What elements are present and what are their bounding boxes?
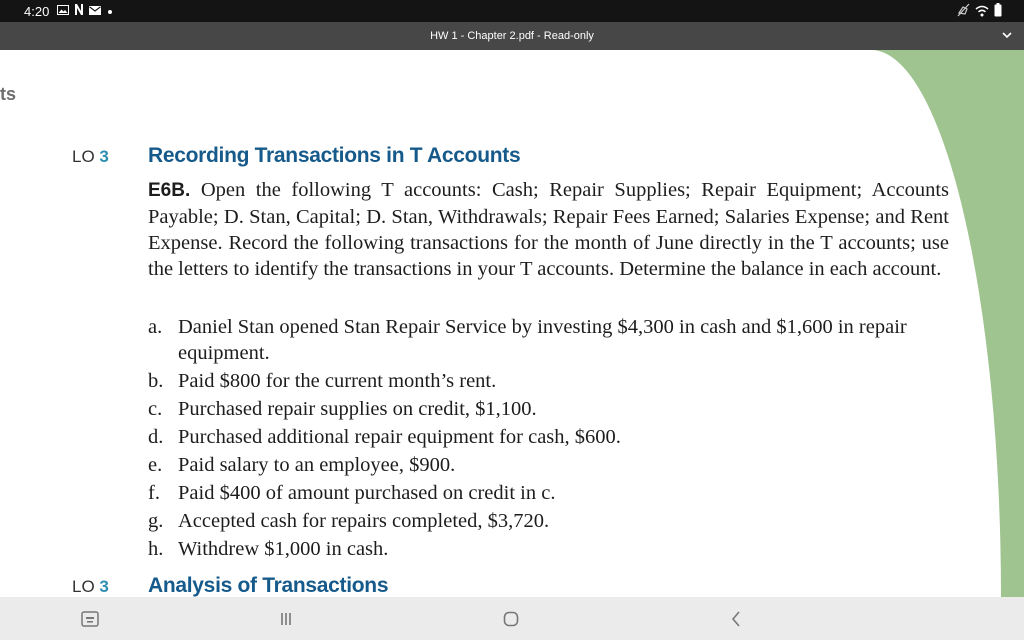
item-letter: a.	[148, 316, 163, 338]
dot-icon	[107, 2, 113, 20]
netflix-icon	[75, 2, 83, 20]
document-title-bar	[0, 22, 1024, 50]
section-title: Analysis of Transactions	[148, 574, 389, 597]
mail-icon	[89, 2, 101, 20]
item-text: Withdrew $1,000 in cash.	[178, 538, 389, 560]
list-item	[148, 368, 948, 394]
wifi-icon	[975, 4, 989, 22]
navigation-bar	[0, 597, 1024, 640]
learning-objective-tag	[72, 147, 109, 167]
list-item	[148, 424, 948, 450]
problem-statement	[148, 177, 949, 282]
list-item	[148, 508, 948, 534]
item-text: Paid $800 for the current month’s rent.	[178, 370, 497, 392]
list-item	[148, 480, 948, 506]
pdf-page[interactable]	[0, 50, 1001, 597]
item-text: Purchased repair supplies on credit, $1,100.	[178, 398, 537, 420]
item-letter: e.	[148, 454, 163, 476]
item-text: Paid salary to an employee, $900.	[178, 454, 456, 476]
item-text: Accepted cash for repairs completed, $3,720.	[178, 510, 550, 532]
item-letter: f.	[148, 482, 160, 504]
status-bar	[0, 0, 1024, 22]
list-item	[148, 452, 948, 478]
item-text: Paid $400 of amount purchased on credit in c.	[178, 482, 556, 504]
status-left-icons	[57, 2, 113, 20]
problem-label: E6B.	[148, 180, 191, 201]
previous-page-fragment: ts	[0, 84, 17, 104]
transaction-list	[148, 314, 948, 564]
battery-icon	[994, 3, 1002, 22]
item-letter: g.	[148, 510, 164, 532]
item-text: Daniel Stan opened Stan Repair Service by investing $4,300 in cash and $1,600 in repair equipment.	[178, 316, 907, 364]
item-letter: h.	[148, 538, 164, 560]
lo-prefix: LO	[72, 147, 95, 166]
document-title: HW 1 - Chapter 2.pdf - Read-only	[430, 30, 594, 42]
list-item	[148, 314, 948, 366]
lo-number: 3	[99, 577, 109, 596]
chevron-down-icon[interactable]	[1000, 28, 1014, 47]
list-item	[148, 396, 948, 422]
status-time: 4:20	[24, 3, 50, 19]
item-text: Purchased additional repair equipment for cash, $600.	[178, 426, 621, 448]
back-icon[interactable]	[724, 607, 748, 631]
learning-objective-tag	[72, 577, 109, 597]
item-letter: c.	[148, 398, 163, 420]
mute-icon	[957, 3, 970, 22]
recents-icon[interactable]	[274, 607, 298, 631]
item-letter: d.	[148, 426, 164, 448]
lo-number: 3	[99, 147, 109, 166]
lo-prefix: LO	[72, 577, 95, 596]
problem-text: Open the following T accounts: Cash; Repair Supplies; Repair Equipment; Accounts Payable; D. Stan, Capital; D. Stan, Withdrawals; Repair Fees Earned; Salaries Expense; and Rent Expense. Record the following transactions for the month of June directly in the T accounts; use the letters to identify the transactions in your T accounts. Determine the balance in each account.	[148, 179, 950, 280]
page-number: 3	[935, 81, 947, 103]
status-right-icons	[957, 3, 1002, 22]
section-title: Recording Transactions in T Accounts	[148, 144, 521, 167]
gallery-icon	[57, 2, 69, 20]
list-item	[148, 536, 948, 562]
keyboard-icon[interactable]	[78, 607, 102, 631]
home-icon[interactable]	[499, 607, 523, 631]
item-letter: b.	[148, 370, 164, 392]
